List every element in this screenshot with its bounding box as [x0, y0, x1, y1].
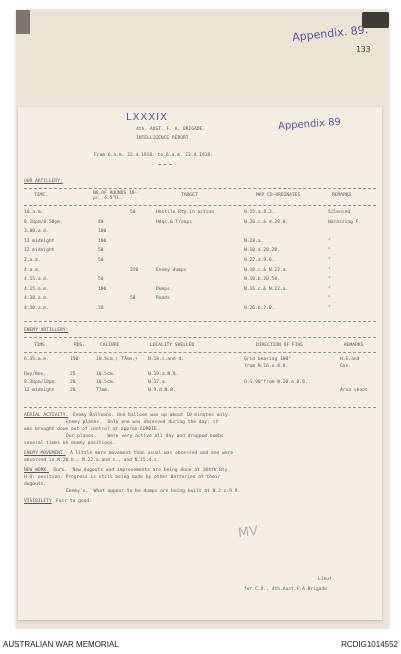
row-remarks: ": [328, 296, 331, 302]
row-locality: N.9.d.N.8.: [148, 388, 176, 393]
col-header-rounds: NO.OF ROUNDS 18-pr. 4.5"H.: [93, 191, 138, 202]
row-map-ref: N.15.a.8.3.: [244, 210, 275, 215]
activity-text: several times on enemy positions.: [24, 441, 116, 446]
row-time: 4.30.a.m.: [24, 296, 49, 302]
activity-text: Enemy Balloons. One balloon was up about 10 minutes only.: [72, 413, 231, 418]
row-time: 12 midnight: [24, 388, 55, 393]
row-time: 4.15.a.m.: [24, 277, 49, 283]
page-number-stamp: 133: [356, 45, 371, 54]
row-time: 2.a.m.: [24, 258, 41, 263]
col-header-map: MAP CO-ORDINATES: [256, 193, 301, 198]
activity-text: was brought down out of control at approx.CORBIE.: [24, 427, 160, 432]
table-rule: [24, 337, 376, 338]
row-remarks: Harassing F.: [328, 219, 362, 225]
row-rounds-18pr: 100: [98, 286, 107, 292]
initials-mark: MV: [237, 523, 260, 542]
col-header-target: TARGET: [181, 193, 198, 198]
row-rounds-18pr: 50: [98, 258, 104, 263]
row-map-ref: N.10.b.20.50.: [244, 277, 280, 283]
row-remarks: ": [328, 286, 331, 292]
our-artillery-heading: OUR ARTILLERY:: [24, 179, 63, 184]
signature-rank: Lieut.: [318, 577, 335, 582]
row-time: 4.15.a.m.: [24, 286, 49, 292]
row-rounds-45h: 50: [130, 296, 136, 302]
row-calibre: 10.5cm.: [96, 372, 116, 377]
row-remarks: Area shoot: [340, 388, 368, 393]
row-rounds-45h: 50: [130, 210, 136, 215]
footer-record-id: RCDIG1014552: [341, 640, 398, 649]
activity-text: Ours. New dugouts and improvements are being done at 104th.Bty.: [53, 468, 231, 473]
row-rds: 20: [70, 388, 76, 393]
row-time: 12 midnight: [24, 238, 55, 244]
footer-archive-name: AUSTRALIAN WAR MEMORIAL: [3, 640, 119, 649]
row-rounds-18pr: 20: [98, 306, 104, 311]
col-header-locality: LOCALITY SHELLED: [150, 343, 195, 348]
activity-text: Enemy planes. Only one was observed during the day; it: [66, 420, 219, 425]
col-header-calibre: CALIBRE: [100, 343, 120, 348]
activity-text: H.Q. position. Progress is still being made by other Batteries at their: [24, 475, 221, 480]
row-target: Dumps: [156, 286, 170, 292]
col-header-time: TIME.: [34, 193, 48, 198]
activity-text: Our planes. Were very active all day and dropped bombs: [66, 434, 224, 439]
row-time: 8.10pm/8.50pm.: [24, 219, 63, 225]
row-remarks: Gas.: [340, 364, 352, 369]
report-heading-handwritten: LXXXIX: [126, 112, 168, 123]
row-direction: from N.16.a.8.8.: [244, 364, 289, 369]
row-remarks: ": [328, 258, 331, 263]
row-remarks: ": [328, 277, 331, 283]
row-rds: 25: [70, 372, 76, 377]
row-remarks: ": [328, 267, 331, 273]
unit-name: 4th. AUST. F. A. BRIGADE.: [136, 127, 206, 132]
row-calibre: 10.5cm.: [96, 380, 116, 385]
table-rule: [24, 352, 376, 353]
row-target: Hdqs.& Troops: [156, 219, 192, 225]
col-header-remarks: REMARKS: [344, 343, 364, 348]
col-header-rds: RDS.: [74, 343, 86, 348]
row-calibre: 10.5cm.) 77mm.): [96, 357, 138, 362]
row-locality: N.19.a.N.8.: [148, 372, 179, 377]
row-map-ref: N.16.c.& N.22.a.: [244, 286, 289, 292]
row-rounds-18pr: 100: [98, 238, 107, 244]
row-target: Hostile Bty.in action: [156, 210, 215, 215]
row-time: Day/Nov.: [24, 372, 47, 377]
row-map-ref: N.22.a.9.0.: [244, 258, 275, 263]
col-header-direction: DIRECTION OF FIRE: [256, 343, 304, 348]
row-time: 10.a.m.: [24, 210, 44, 215]
archive-tab: [16, 10, 30, 34]
row-locality: N.18.c.and d.: [148, 357, 184, 362]
row-remarks: ": [328, 306, 331, 311]
row-calibre: 77mm.: [96, 388, 110, 393]
row-remarks: H.E.and: [340, 357, 360, 362]
divider: [158, 164, 172, 165]
row-remarks: ": [328, 238, 331, 244]
activity-text: dugouts.: [24, 482, 47, 487]
row-rounds-18pr: 40: [98, 219, 104, 225]
row-time: 3.00.a.m.: [24, 229, 49, 235]
appendix-note: Appendix 89: [277, 116, 342, 133]
activity-label: VISIBILITY: [24, 499, 52, 504]
activity-text: A little more movement than usual was observed and men were: [70, 451, 234, 456]
row-target: Roads: [156, 296, 170, 302]
row-direction: O.S.90°from N.20.a.8.8.: [244, 380, 308, 385]
appendix-note-top: Appendix. 89.: [291, 23, 369, 44]
row-time: 8.30pm/10pm.: [24, 380, 58, 385]
row-rds: 20: [70, 380, 76, 385]
section-rule: [24, 321, 376, 322]
row-rounds-18pr: 100: [98, 229, 107, 235]
table-rule: [24, 188, 376, 189]
row-rds: 150: [70, 357, 79, 362]
activity-text: Fair to good.: [56, 499, 92, 504]
row-rounds-18pr: 50: [98, 248, 104, 254]
report-period: From 6.a.m. 22.4.1918. to.6.a.m. 23.4.1918.: [94, 153, 213, 158]
row-locality: N.17.a.: [148, 380, 168, 385]
row-rounds-18pr: 50: [98, 277, 104, 283]
row-remarks: Silenced: [328, 210, 351, 215]
row-time: 4.a.m.: [24, 267, 41, 273]
section-rule: [24, 407, 376, 408]
table-rule: [24, 205, 376, 206]
col-header-remarks: REMARKS: [332, 193, 352, 198]
report-title: INTELLIGENCE REPORT.: [136, 136, 192, 141]
signature-for-line: for C.O., 4th.Aust.F.A.Brigade: [244, 587, 327, 592]
activity-label: AERIAL ACTIVITY.: [24, 413, 69, 418]
activity-text: Enemy's. What appear to be dumps are being built at N.2.c.9.9.: [66, 489, 241, 494]
row-map-ref: N.20.c.& d.20.0.: [244, 219, 289, 225]
row-time: 12 midnight: [24, 248, 55, 254]
row-time: 4.30.a.m.: [24, 306, 49, 311]
enemy-artillery-heading: ENEMY ARTILLERY:: [24, 328, 69, 333]
row-remarks: ": [328, 248, 331, 254]
row-rounds-45h: 150: [130, 267, 139, 273]
row-map-ref: N.26.b.7.0.: [244, 306, 275, 311]
row-time: 6.35.a.m.: [24, 357, 49, 362]
row-map-ref: N.28.a.: [244, 238, 264, 244]
activity-label: NEW WORK.: [24, 468, 49, 473]
row-direction: Grid bearing 100°: [244, 357, 292, 362]
row-map-ref: N.10.c.& N.22.a.: [244, 267, 289, 273]
row-target: Enemy dumps: [156, 267, 187, 273]
activity-label: ENEMY MOVEMENT.: [24, 451, 66, 456]
row-map-ref: N.10.a.20.20.: [244, 248, 280, 254]
col-header-time: TIME.: [34, 343, 48, 348]
report-page: [18, 107, 382, 620]
activity-text: observed in N.20.b., N.22.a.and c., and N.15.d.c.: [24, 458, 160, 463]
